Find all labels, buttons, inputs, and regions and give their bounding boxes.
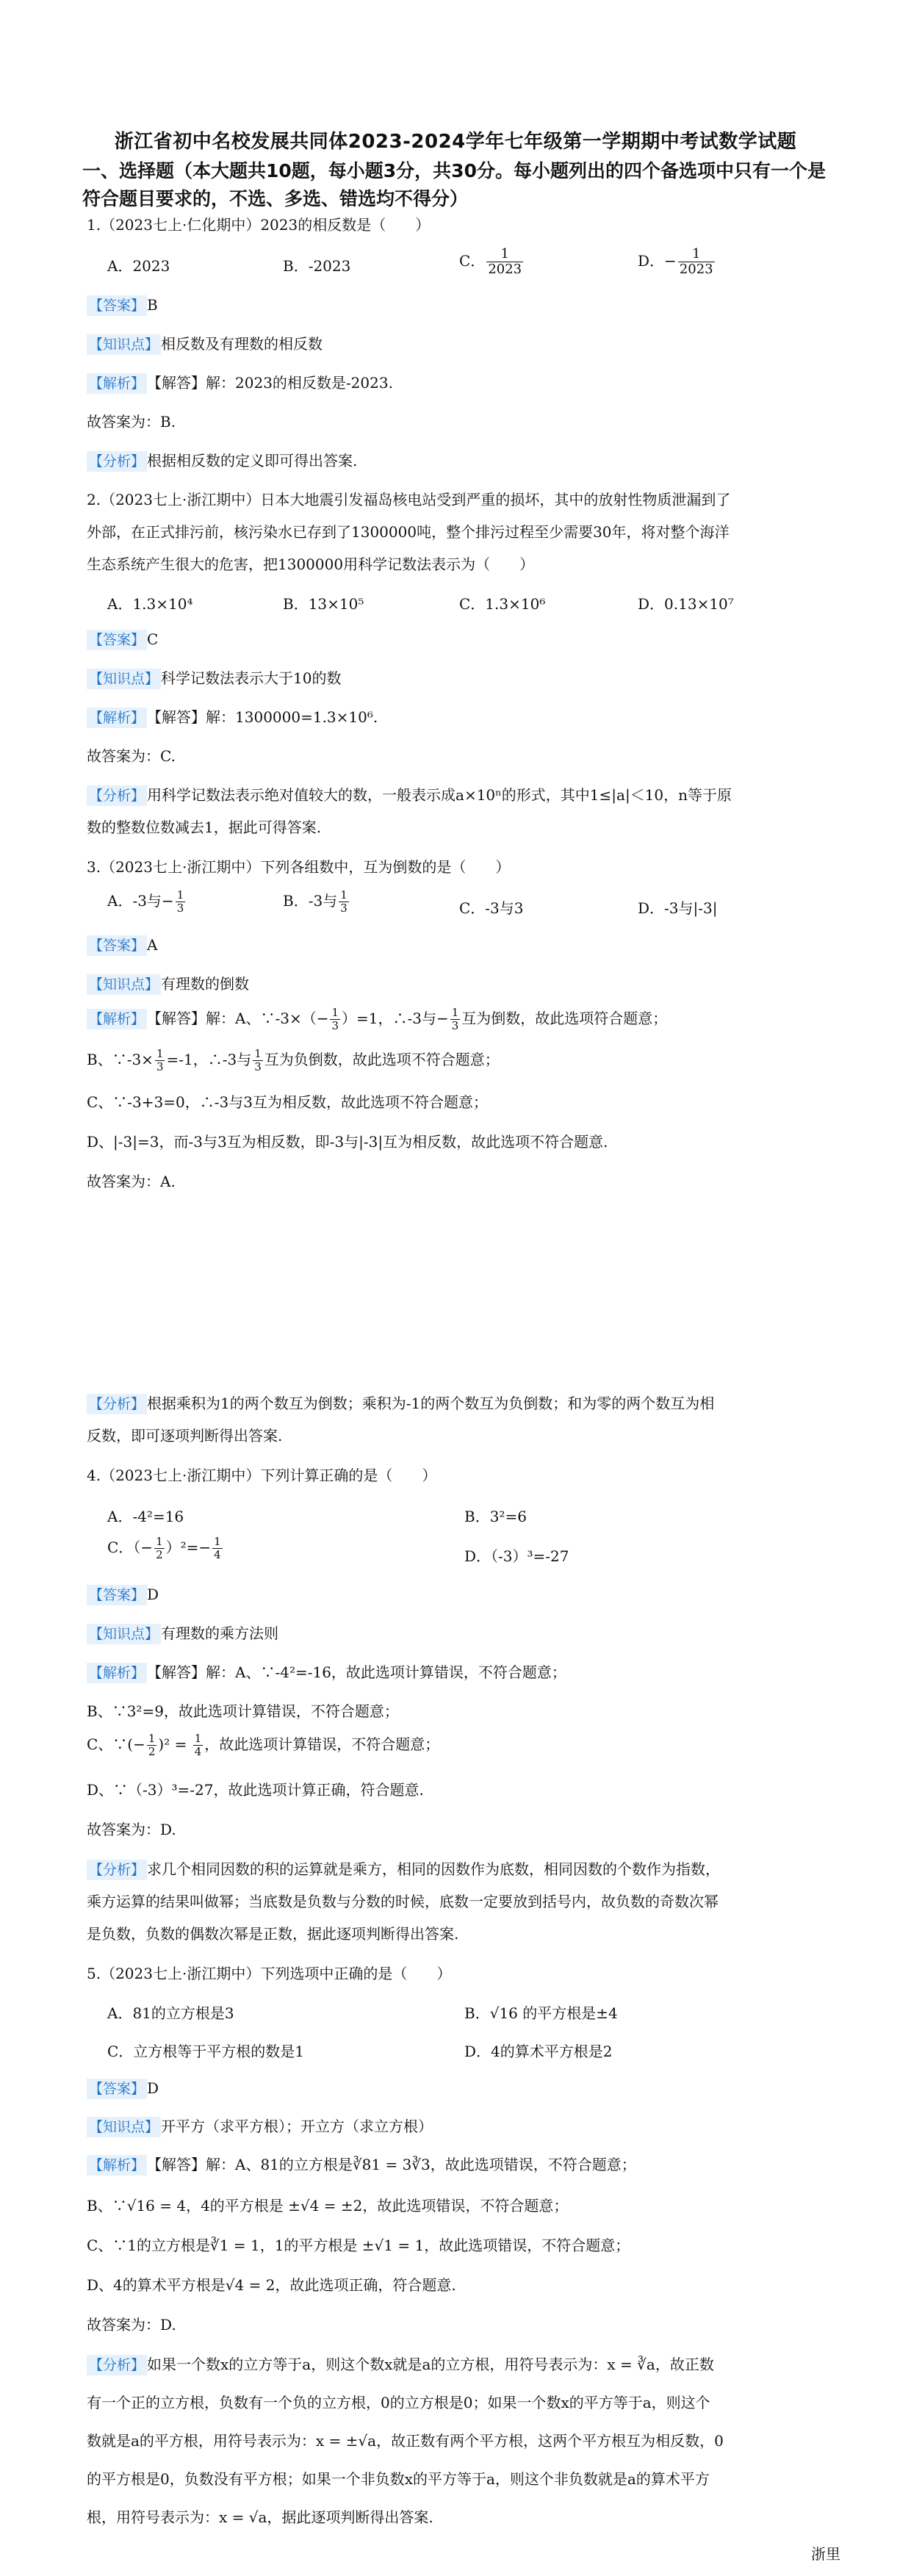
q3-summary-2: 反数，即可逐项判断得出答案. <box>87 1427 283 1444</box>
q4-stem: 4.（2023七上·浙江期中）下列计算正确的是（ ） <box>87 1467 437 1484</box>
q1-summary: 【分析】 根据相反数的定义即可得出答案. <box>87 450 357 472</box>
q1-option-c: C． $\frac{1}{2023}$ <box>459 246 522 277</box>
q2-option-a: A．1.3×10⁴ <box>107 595 193 613</box>
q5-option-d: D．4的算术平方根是2 <box>464 2043 613 2060</box>
q5-summary-3: 数就是a的平方根，用符号表示为：x = ±√a，故正数有两个平方根，这两个平方根互为相反数，0 <box>87 2432 724 2450</box>
page-title: 浙江省初中名校发展共同体2023-2024学年七年级第一学期期中考试数学试题 <box>114 131 797 153</box>
q3-knowledge-point: 【知识点】 有理数的倒数 <box>87 974 249 995</box>
q2-stem-3: 生态系统产生很大的危害，把1300000用科学记数法表示为（ ） <box>87 555 535 573</box>
q4-summary-1: 【分析】 求几个相同因数的积的运算就是乘方，相同的因数作为底数，相同因数的个数作为指数， <box>87 1859 720 1880</box>
q3-analysis-a: 【解析】 【解答】解：A、∵-3×（− $\frac{1}{3}$ ）=1，∴-3与− $\frac{1}{3}$ 互为倒数，故此选项符合题意； <box>87 1007 667 1032</box>
q3-option-d: D．-3与|-3| <box>638 899 718 917</box>
q3-summary-1: 【分析】 根据乘积为1的两个数互为倒数；乘积为-1的两个数互为负倒数；和为零的两个数互为相 <box>87 1393 714 1414</box>
q5-answer: 【答案】 D <box>87 2078 159 2099</box>
q4-option-d: D．（-3）³=-27 <box>464 1547 569 1565</box>
q4-analysis-b: B、∵3²=9，故此选项计算错误，不符合题意； <box>87 1702 399 1720</box>
q5-summary-1: 【分析】 如果一个数x的立方等于a，则这个数x就是a的立方根，用符号表示为：x = ∛a，故正数 <box>87 2354 714 2375</box>
q1-option-d: D．− $\frac{1}{2023}$ <box>638 246 713 277</box>
q4-knowledge-point: 【知识点】 有理数的乘方法则 <box>87 1623 278 1644</box>
q4-answer: 【答案】 D <box>87 1584 159 1605</box>
q5-knowledge-point: 【知识点】 开平方（求平方根）；开立方（求立方根） <box>87 2116 433 2137</box>
q5-option-b: B．√16 的平方根是±4 <box>464 2004 618 2022</box>
q4-option-a: A．-4²=16 <box>107 1508 184 1525</box>
q1-option-b: B．-2023 <box>283 257 351 275</box>
q1-answer: 【答案】 B <box>87 295 158 316</box>
q1-analysis: 【解析】 【解答】解：2023的相反数是-2023. <box>87 373 393 394</box>
q4-summary-3: 是负数，负数的偶数次幂是正数，据此逐项判断得出答案. <box>87 1925 459 1943</box>
q2-answer: 【答案】 C <box>87 629 158 650</box>
q3-analysis-d: D、|-3|=3，而-3与3互为相反数，即-3与|-3|互为相反数，故此选项不符合题意. <box>87 1133 608 1151</box>
q2-stem-2: 外部，在正式排污前，核污染水已存到了1300000吨，整个排污过程至少需要30年，将对整个海洋 <box>87 523 730 541</box>
q5-option-c: C．立方根等于平方根的数是1 <box>107 2043 305 2060</box>
q2-summary-1: 【分析】 用科学记数法表示绝对值较大的数，一般表示成a×10ⁿ的形式，其中1≤|a|＜10，n等于原 <box>87 785 732 806</box>
q5-summary-4: 的平方根是0，负数没有平方根；如果一个非负数x的平方等于a，则这个非负数就是a的算术平方 <box>87 2470 710 2488</box>
q3-conclusion: 故答案为：A. <box>87 1173 176 1190</box>
q2-option-b: B．13×10⁵ <box>283 595 364 613</box>
q2-option-c: C．1.3×10⁶ <box>459 595 546 613</box>
q2-knowledge-point: 【知识点】 科学记数法表示大于10的数 <box>87 668 341 689</box>
q4-analysis-a: 【解析】 【解答】解：A、∵-4²=-16，故此选项计算错误，不符合题意； <box>87 1662 566 1683</box>
q1-knowledge-point: 【知识点】 相反数及有理数的相反数 <box>87 334 323 355</box>
q3-analysis-b: B、∵-3× $\frac{1}{3}$ =-1，∴-3与 $\frac{1}{3}$ 互为负倒数，故此选项不符合题意； <box>87 1047 500 1073</box>
q2-stem-1: 2.（2023七上·浙江期中）日本大地震引发福岛核电站受到严重的损坏，其中的放射性物质泄漏到了 <box>87 491 731 508</box>
q5-analysis-c: C、∵1的立方根是∛1 = 1，1的平方根是 ±√1 = 1，故此选项错误，不符合题意； <box>87 2237 630 2254</box>
q1-stem: 1.（2023七上·仁化期中）2023的相反数是（ ） <box>87 216 431 234</box>
q5-analysis-a: 【解析】 【解答】解：A、81的立方根是∛81 = 3∛3，故此选项错误，不符合题意； <box>87 2154 636 2176</box>
q2-summary-2: 数的整数位数减去1，据此可得答案. <box>87 819 322 836</box>
q5-stem: 5.（2023七上·浙江期中）下列选项中正确的是（ ） <box>87 1965 452 1982</box>
q3-stem: 3.（2023七上·浙江期中）下列各组数中，互为倒数的是（ ） <box>87 858 511 876</box>
q3-option-c: C．-3与3 <box>459 899 524 917</box>
q4-analysis-c: C、∵(− $\frac{1}{2}$ )² = $\frac{1}{4}$ ，故此选项计算错误，不符合题意； <box>87 1732 440 1758</box>
q1-conclusion: 故答案为：B. <box>87 413 176 431</box>
q4-option-c: C．（− $\frac{1}{2}$ ）²=− $\frac{1}{4}$ <box>107 1535 221 1561</box>
q5-analysis-d: D、4的算术平方根是√4 = 2，故此选项正确，符合题意. <box>87 2276 456 2294</box>
section-heading: 一、选择题（本大题共10题，每小题3分，共30分。每小题列出的四个备选项中只有一个是符合题目要求的，不选、多选、错选均不得分） <box>82 160 826 209</box>
q5-conclusion: 故答案为：D. <box>87 2316 176 2334</box>
q4-summary-2: 乘方运算的结果叫做幂；当底数是负数与分数的时候，底数一定要放到括号内，故负数的奇数次幂 <box>87 1893 719 1910</box>
page-footer: 浙里 <box>811 2545 840 2563</box>
q3-option-b: B．-3与 $\frac{1}{3}$ <box>283 888 348 915</box>
q3-option-a: A．-3与− $\frac{1}{3}$ <box>107 888 184 915</box>
q4-conclusion: 故答案为：D. <box>87 1821 176 1838</box>
q5-analysis-b: B、∵√16 = 4，4的平方根是 ±√4 = ±2，故此选项错误，不符合题意； <box>87 2197 569 2215</box>
q5-summary-5: 根，用符号表示为：x = √a，据此逐项判断得出答案. <box>87 2508 433 2526</box>
q5-summary-2: 有一个正的立方根，负数有一个负的立方根，0的立方根是0；如果一个数x的平方等于a，则这个 <box>87 2394 710 2411</box>
q4-analysis-d: D、∵（-3）³=-27，故此选项计算正确，符合题意. <box>87 1781 424 1799</box>
q2-option-d: D．0.13×10⁷ <box>638 595 734 613</box>
q3-answer: 【答案】 A <box>87 935 157 956</box>
q2-conclusion: 故答案为：C. <box>87 747 176 765</box>
q1-option-a: A．2023 <box>107 257 170 275</box>
q5-option-a: A．81的立方根是3 <box>107 2004 234 2022</box>
q4-option-b: B．3²=6 <box>464 1508 527 1525</box>
q3-analysis-c: C、∵-3+3=0，∴-3与3互为相反数，故此选项不符合题意； <box>87 1093 488 1111</box>
q2-analysis: 【解析】 【解答】解：1300000=1.3×10⁶. <box>87 707 378 728</box>
